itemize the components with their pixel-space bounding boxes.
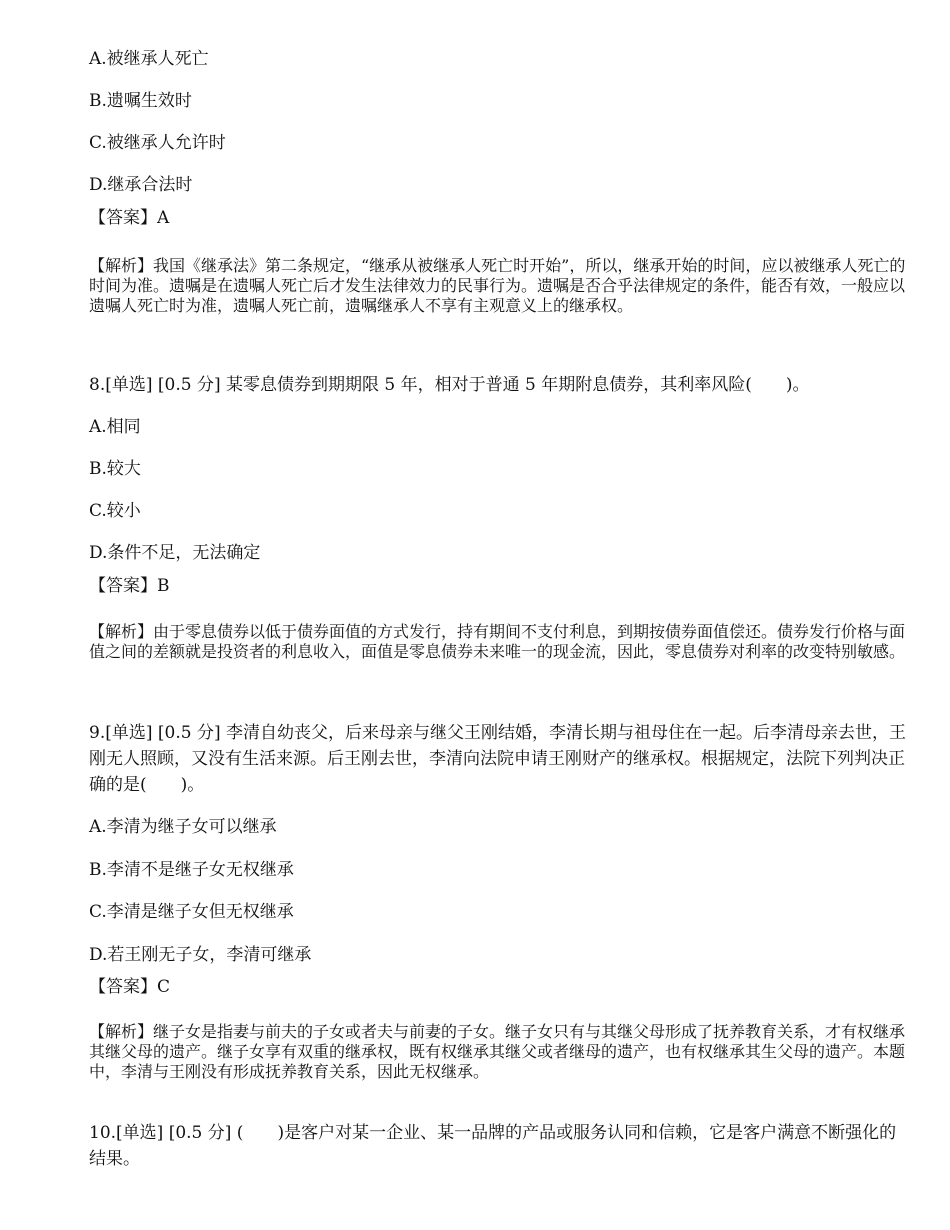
q8-option-c: C.较小 [89,501,141,521]
q9-option-d: D.若王刚无子女，李清可继承 [89,945,312,965]
q7-option-d: D.继承合法时 [89,175,193,195]
q7-explanation: 【解析】我国《继承法》第二条规定，“继承从被继承人死亡时开始”，所以，继承开始的时间，应以被继承人死亡的时间为准。遗嘱是在遗嘱人死亡后才发生法律效力的民事行为。遗嘱是否合乎法律规定的条件，能否有效，一般应以遗嘱人死亡时为准，遗嘱人死亡前，遗嘱继承人不享有主观意义上的继承权。 [89,256,906,315]
q8-option-d: D.条件不足，无法确定 [89,543,261,563]
q7-answer: 【答案】A [89,208,170,228]
q9-explanation: 【解析】继子女是指妻与前夫的子女或者夫与前妻的子女。继子女只有与其继父母形成了抚养教育关系，才有权继承其继父母的遗产。继子女享有双重的继承权，既有权继承其继父或者继母的遗产，也有权继承其生父母的遗产。本题中，李清与王刚没有形成抚养教育关系，因此无权继承。 [89,1022,906,1081]
q8-answer: 【答案】B [89,576,170,596]
q10-stem: 10.[单选] [0.5 分] ( )是客户对某一企业、某一品牌的产品或服务认同和信赖，它是客户满意不断强化的结果。 [89,1123,897,1169]
q8-explanation: 【解析】由于零息债券以低于债券面值的方式发行，持有期间不支付利息，到期按债券面值偿还。债券发行价格与面值之间的差额就是投资者的利息收入，面值是零息债券未来唯一的现金流，因此，零息债券对利率的改变特别敏感。 [89,622,906,661]
q7-option-c: C.被继承人允许时 [89,133,226,153]
q9-stem: 9.[单选] [0.5 分] 李清自幼丧父，后来母亲与继父王刚结婚，李清长期与祖母住在一起。后李清母亲去世，王刚无人照顾，又没有生活来源。后王刚去世，李清向法院申请王刚财产的继承权。根据规定，法院下列判决正确的是( )。 [89,723,906,795]
q7-option-a: A.被继承人死亡 [89,49,209,69]
q9-option-c: C.李清是继子女但无权继承 [89,902,294,922]
q8-option-a: A.相同 [89,417,141,437]
q8-stem: 8.[单选] [0.5 分] 某零息债券到期期限 5 年，相对于普通 5 年期附息债券，其利率风险( )。 [89,375,810,395]
q9-option-a: A.李清为继子女可以继承 [89,817,277,837]
q9-answer: 【答案】C [89,977,171,997]
q9-option-b: B.李清不是继子女无权继承 [89,860,294,880]
q7-option-b: B.遗嘱生效时 [89,91,192,111]
q8-option-b: B.较大 [89,459,141,479]
